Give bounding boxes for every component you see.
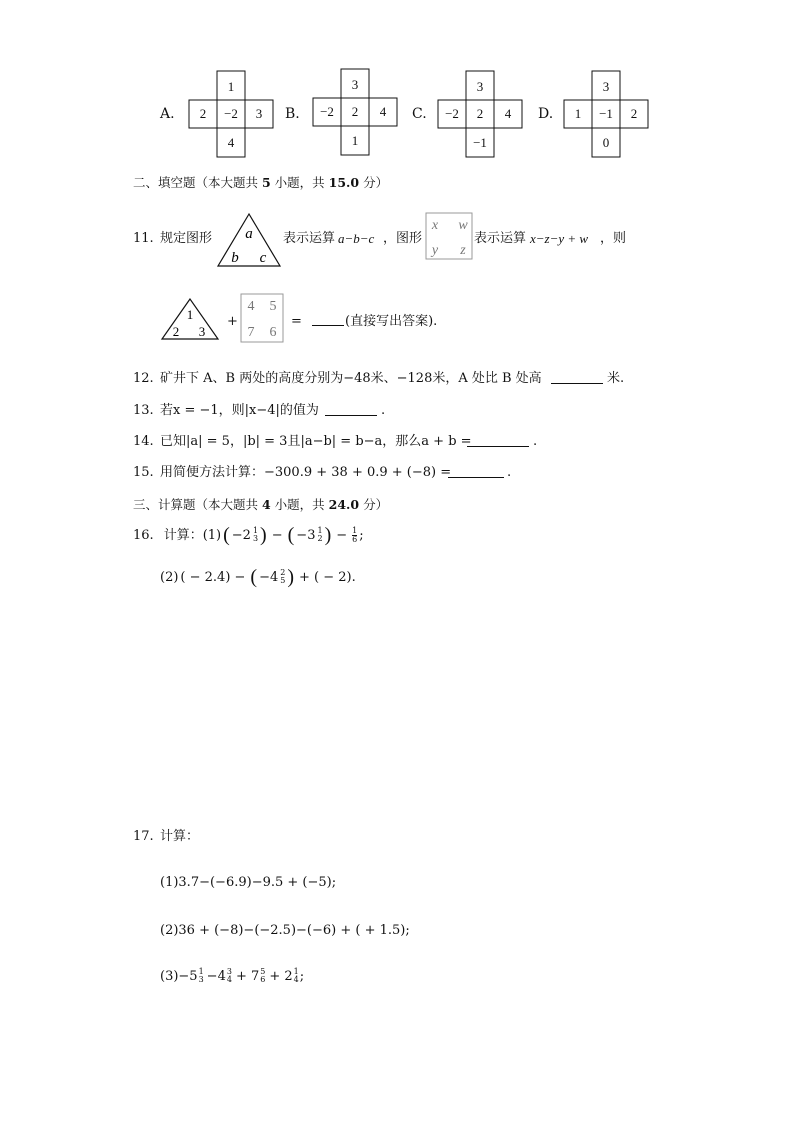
section-2-header: 二、填空题（本大题共 5 小题，共 15.0 分） [133,175,389,190]
q17-part-1: (1)3.7−(−6.9)−9.5 + (−5); [160,875,337,890]
q16-label: 计算：(1) [163,527,222,543]
q11-tri-label-c: c [259,250,267,266]
q16-part-1 [133,525,364,545]
q11-sq-label-z: z [460,243,466,258]
option-a-cell-top: 1 [227,79,235,94]
q11-triangle-figure [216,212,282,268]
q16-part-2 [160,567,356,587]
option-a-cell-bottom: 4 [227,135,235,150]
q16-minus-2: − [336,527,348,543]
q16-p2-paren-close: ) [287,566,295,588]
question-13 [133,402,733,418]
q11-square-figure [425,212,473,260]
q11-square-2 [240,293,284,343]
q16-p1-b-whole: −3 [296,527,316,543]
option-b-letter: B. [285,106,300,122]
q16-paren-close: ) [260,524,267,546]
option-c-cell-right: 4 [504,106,512,121]
q11-sq2-label-7: 7 [247,325,255,340]
q17-number: 17. [133,829,154,844]
q14-number: 14. [133,434,154,449]
option-a-cell-left: 2 [199,106,207,121]
q11-equals: = [291,314,302,329]
q16-paren-close-2: ) [324,524,332,546]
question-15 [133,464,733,480]
option-b-cell-top: 3 [351,77,359,92]
q11-tail: (直接写出答案). [345,314,438,329]
question-17 [133,828,733,998]
option-a-cell-right: 3 [255,106,263,121]
q16-p1-a-whole: −2 [231,527,251,543]
q14-text: 已知|a| = 5，|b| = 3且|a−b| = b−a，那么a + b = [160,434,472,449]
option-c-cell-top: 3 [476,79,484,94]
option-nets [0,0,794,160]
q17-p3-d-frac: 1 4 [293,967,299,984]
q11-text-5: ，则 [600,231,627,246]
q11-sq-label-y: y [431,243,439,258]
q12-tail: 米. [607,371,625,386]
option-d-cell-left: 1 [574,106,582,121]
q13-answer-blank[interactable] [325,403,377,416]
q11-sq-label-x: x [431,218,439,233]
q14-answer-blank[interactable] [467,434,529,447]
q16-p2-paren-open: ( [250,566,258,588]
section-3-header: 三、计算题（本大题共 4 小题，共 24.0 分） [133,497,389,512]
q13-number: 13. [133,403,154,418]
question-12 [133,370,733,386]
option-d-cell-center: −1 [599,106,613,121]
q16-p2-end: + ( − 2). [299,569,356,585]
q11-tri2-label-3: 3 [198,324,206,339]
option-c-cell-center: 2 [476,106,484,121]
q15-answer-blank[interactable] [448,465,504,478]
q17-p3-b-frac: 3 4 [226,967,232,984]
q15-text: 用简便方法计算：−300.9 + 38 + 0.9 + (−8) = [160,465,452,480]
option-b-cell-bottom: 1 [351,133,359,148]
q11-text-2: 表示运算 [283,231,336,246]
q15-tail: . [507,465,512,480]
q11-tri2-label-2: 2 [172,324,180,339]
q16-p2-label: (2) [160,569,179,585]
option-c-net[interactable] [437,70,523,158]
q16-p2-b-whole: −4 [259,569,279,585]
option-b-net[interactable] [312,68,398,156]
q16-number: 16. [133,527,154,543]
option-c-letter: C. [412,106,427,122]
q11-expr-1: a−b−c [338,231,375,246]
q11-tri-label-a: a [245,226,253,242]
q17-p3-c-frac: 5 6 [260,967,266,984]
q17-part-3: (3)−5 1 3 −4 3 4 + 7 5 6 + 2 1 4 ; [160,967,305,984]
q11-sq2-label-5: 5 [269,299,277,314]
option-b-cell-right: 4 [379,104,387,119]
q16-minus-1: − [271,527,283,543]
q15-number: 15. [133,465,154,480]
q16-p1-end: ; [359,527,364,543]
option-c-cell-bottom: −1 [473,135,487,150]
q16-p1-b-frac: 1 2 [317,526,323,543]
q11-tri-label-b: b [231,250,239,266]
q17-part-2: (2)36 + (−8)−(−2.5)−(−6) + ( + 1.5); [160,923,410,938]
q13-tail: . [381,403,386,418]
q11-plus: + [227,314,238,329]
q12-number: 12. [133,371,154,386]
q11-sq-label-w: w [458,218,468,233]
q11-expr-2: x−z−y + w [530,231,589,246]
q16-paren-open: ( [223,524,230,546]
q12-answer-blank[interactable] [551,371,603,384]
option-d-cell-top: 3 [602,79,610,94]
q16-paren-open-2: ( [287,524,295,546]
option-a-cell-center: −2 [224,106,238,121]
option-d-net[interactable] [563,70,649,158]
q12-text: 矿井下 A、B 两处的高度分别为−48米、−128米，A 处比 B 处高 [160,371,542,386]
option-d-letter: D. [538,106,554,122]
q11-text-3: ，图形 [383,231,423,246]
option-b-cell-center: 2 [351,104,359,119]
q16-p1-c-frac: $\frac{1}{6}$ [352,525,358,544]
q11-sq2-label-4: 4 [247,299,255,314]
q16-p2-b-frac: 2 5 [280,568,286,585]
q16-p1-a-frac: 1 3 [252,526,259,543]
question-14 [133,433,733,449]
q11-answer-blank[interactable] [312,313,344,326]
q17-p3-a-frac: 1 3 [198,967,204,984]
q11-triangle-2 [160,297,220,341]
question-11 [0,200,794,350]
q16-p2-a: ( − 2.4) − [180,569,246,585]
option-d-cell-right: 2 [630,106,638,121]
q17-label: 计算： [160,829,200,844]
question-16 [133,525,733,595]
q11-number: 11. [133,231,154,246]
q13-text: 若x = −1，则|x−4|的值为 [160,403,319,418]
q11-tri2-label-1: 1 [186,307,194,322]
option-b-cell-left: −2 [320,104,334,119]
option-c-cell-left: −2 [445,106,459,121]
q14-tail: . [533,434,538,449]
option-d-cell-bottom: 0 [602,135,610,150]
option-a-letter: A. [160,106,175,122]
q11-text-4: 表示运算 [474,231,527,246]
option-a-net[interactable] [188,70,274,158]
q11-text-1: 规定图形 [160,231,213,246]
q11-sq2-label-6: 6 [269,325,277,340]
